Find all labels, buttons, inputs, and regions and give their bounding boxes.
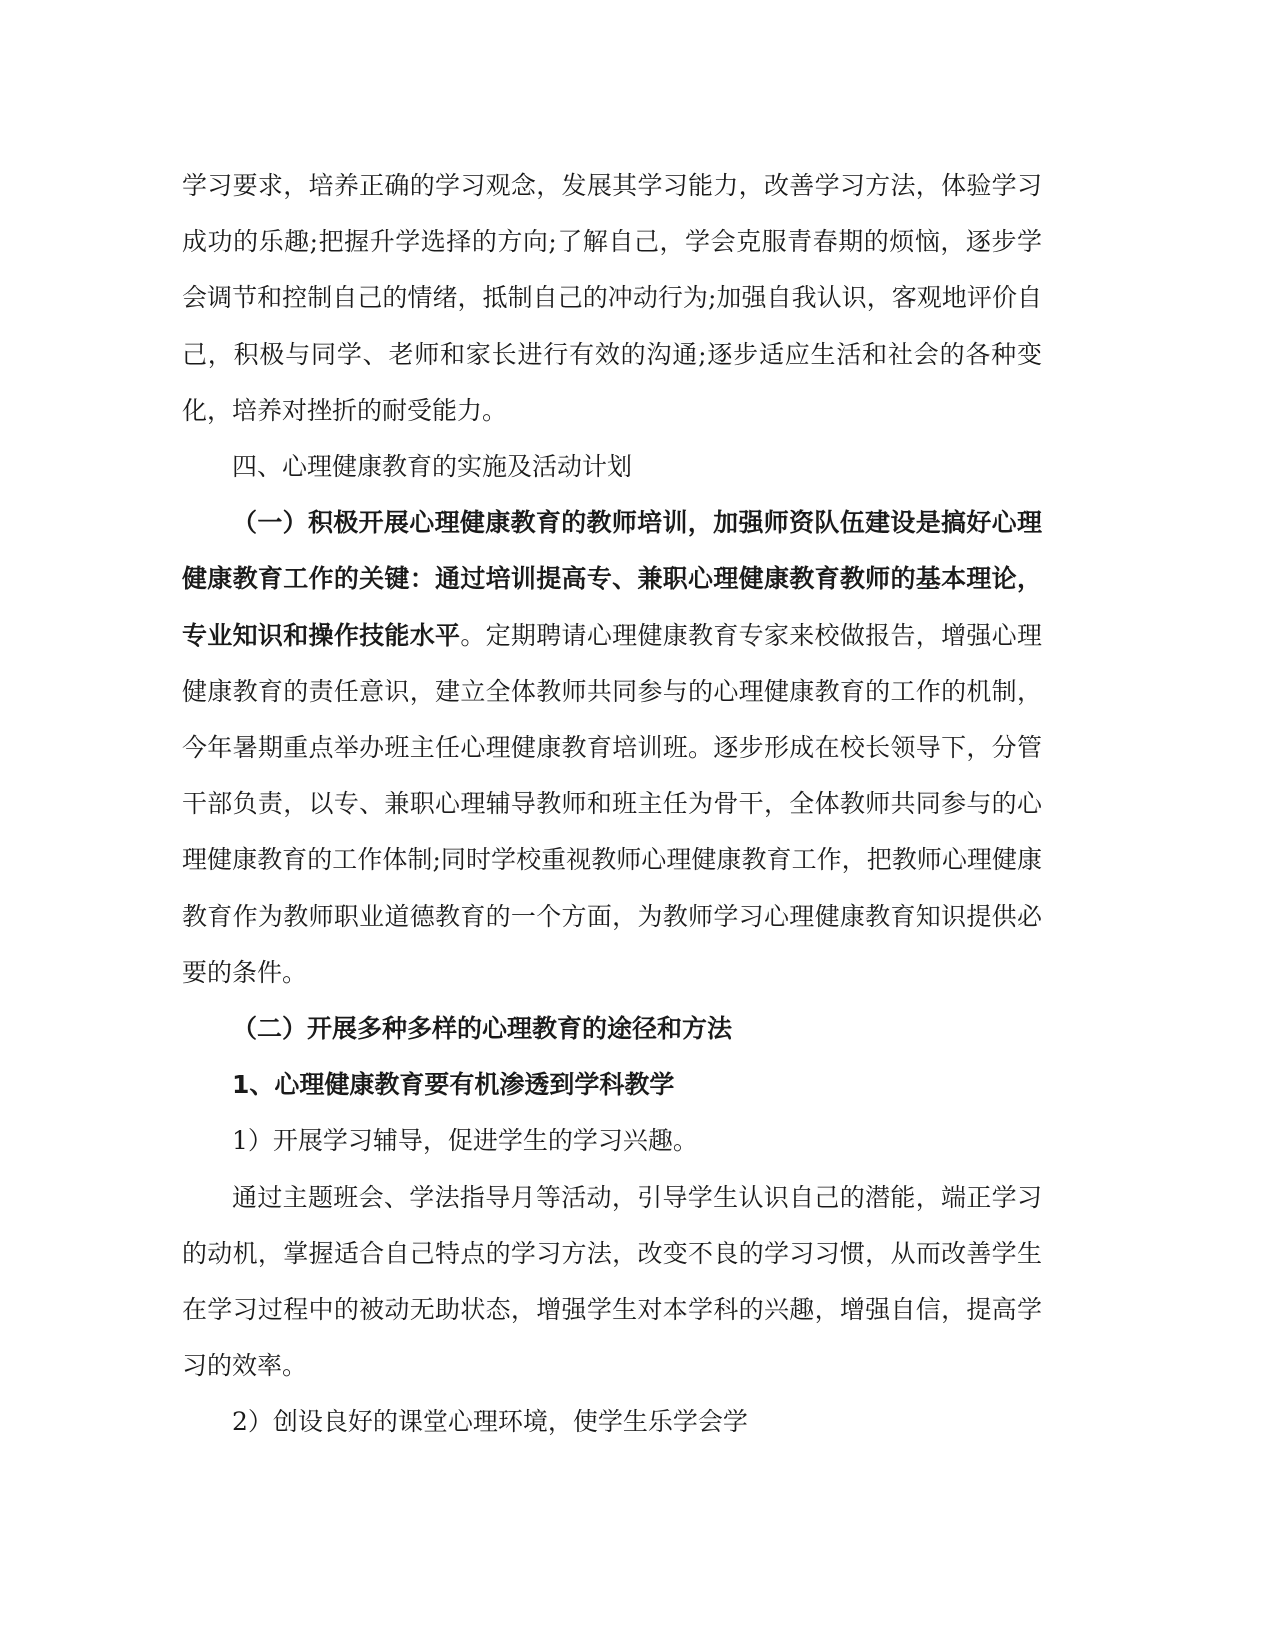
paragraph-goals-continuation: 学习要求，培养正确的学习观念，发展其学习能力，改善学习方法，体验学习成功的乐趣;把握升学选择的方向;了解自己，学会克服青春期的烦恼，逐步学会调节和控制自己的情绪，抵制自己的冲动行为;加强自我认识，客观地评价自己，积极与同学、老师和家长进行有效的沟通;逐步适应生活和社会的各种变化，培养对挫折的耐受能力。 bbox=[182, 171, 1042, 425]
teacher-training-body: 。定期聘请心理健康教育专家来校做报告，增强心理健康教育的责任意识，建立全体教师共同参与的心理健康教育的工作的机制，今年暑期重点举办班主任心理健康教育培训班。逐步形成在校长领导下，分管干部负责，以专、兼职心理辅导教师和班主任为骨干，全体教师共同参与的心理健康教育的工作体制;同时学校重视教师心理健康教育工作，把教师心理健康教育作为教师职业道德教育的一个方面，为教师学习心理健康教育知识提供必要的条件。 bbox=[182, 620, 1042, 987]
section-heading-implementation: 四、心理健康教育的实施及活动计划 bbox=[232, 452, 633, 482]
teacher-training-bold-lead: （一）积极开展心理健康教育的教师培训，加强师资队伍建设是搞好心理健康教育工作的关键：通过培训提高专、兼职心理健康教育教师的基本理论，专业知识和操作技能水平 bbox=[182, 508, 1042, 650]
item-learning-guidance: 1）开展学习辅导，促进学生的学习兴趣。 bbox=[232, 1126, 698, 1156]
paragraph-teacher-training bbox=[182, 495, 1042, 1001]
paragraph-learning-guidance: 通过主题班会、学法指导月等活动，引导学生认识自己的潜能，端正学习的动机，掌握适合自己特点的学习方法，改变不良的学习习惯，从而改善学生在学习过程中的被动无助状态，增强学生对本学科的兴趣，增强自信，提高学习的效率。 bbox=[182, 1182, 1042, 1381]
subheading-methods: （二）开展多种多样的心理教育的途径和方法 bbox=[232, 1014, 733, 1044]
item-classroom-environment: 2）创设良好的课堂心理环境，使学生乐学会学 bbox=[232, 1407, 748, 1437]
subheading-subject-teaching: 1、心理健康教育要有机渗透到学科教学 bbox=[232, 1070, 675, 1100]
document-page bbox=[182, 158, 1042, 1451]
